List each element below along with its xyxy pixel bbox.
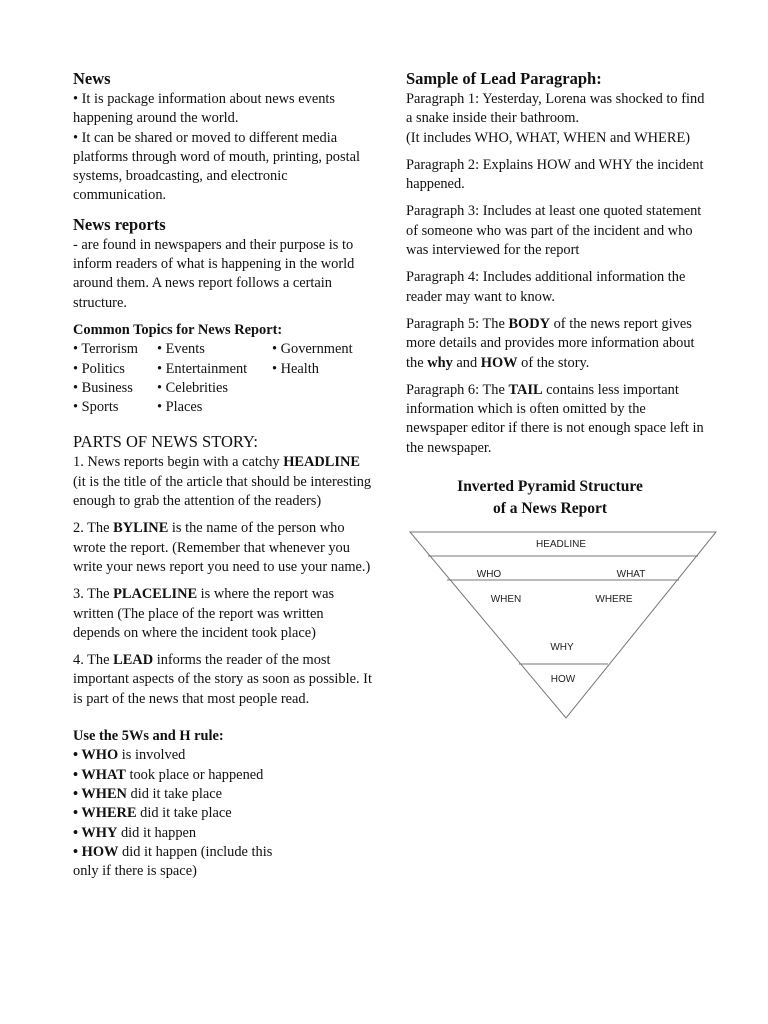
part-lead: 4. The LEAD informs the reader of the most important aspects of the story as soon as possible. It is part of the news that most people read. bbox=[73, 652, 372, 707]
sample-paragraph-1: Paragraph 1: Yesterday, Lorena was shocked to find a snake inside their bathroom. bbox=[406, 91, 705, 127]
rule-item-how: • HOW did it happen (include this only if there is space) bbox=[73, 843, 273, 880]
topics-grid bbox=[73, 340, 373, 417]
sample-paragraph-5: Paragraph 5: The BODY of the news report gives more details and provides more information about the why and HOW of the story. bbox=[406, 315, 695, 371]
rule-item-where: • WHERE did it take place bbox=[73, 805, 232, 822]
sample-paragraph-6: Paragraph 6: The TAIL contains less important information which is often omitted by the newspaper editor if there is not enough space left in the newspaper. bbox=[406, 381, 704, 456]
news-reports-text: - are found in newspapers and their purpose is to inform readers of what is happening in the world around them. A news report follows a certain structure. bbox=[73, 236, 355, 311]
topic-item: • Government bbox=[272, 341, 353, 358]
topic-item: • Health bbox=[272, 360, 319, 377]
left-column bbox=[73, 68, 373, 881]
topic-item: • Celebrities bbox=[157, 379, 228, 396]
pyramid-what-label: WHAT bbox=[616, 569, 646, 581]
sample-paragraph-2: Paragraph 2: Explains HOW and WHY the incident happened. bbox=[406, 156, 704, 193]
topic-item: • Events bbox=[157, 341, 205, 358]
rule-item-who: • WHO is involved bbox=[73, 747, 186, 764]
rule-item-when: • WHEN did it take place bbox=[73, 785, 223, 802]
parts-heading: PARTS OF NEWS STORY: bbox=[73, 432, 259, 452]
pyramid-where-label: WHERE bbox=[595, 594, 633, 606]
inverted-pyramid-diagram bbox=[408, 530, 718, 722]
news-bullet-1: • It is package information about news events happening around the world. bbox=[73, 91, 335, 127]
news-heading: News bbox=[73, 69, 111, 88]
topic-item: • Business bbox=[73, 379, 133, 396]
topics-heading: Common Topics for News Report: bbox=[73, 321, 283, 338]
topic-item: • Places bbox=[157, 399, 203, 416]
pyramid-how-label: HOW bbox=[550, 674, 576, 686]
topic-item: • Politics bbox=[73, 360, 125, 377]
topic-item: • Terrorism bbox=[73, 341, 138, 358]
pyramid-when-label: WHEN bbox=[490, 594, 522, 606]
sample-heading: Sample of Lead Paragraph: bbox=[406, 69, 602, 88]
part-headline: 1. News reports begin with a catchy HEADLINE (it is the title of the article that should be interesting enough to grab the attention of the readers) bbox=[73, 454, 372, 510]
rule-item-why: • WHY did it happen bbox=[73, 824, 197, 841]
part-placeline: 3. The PLACELINE is where the report was written (The place of the report was written depends on where the incident took place) bbox=[73, 586, 335, 641]
rule-heading: Use the 5Ws and H rule: bbox=[73, 728, 224, 745]
pyramid-title: Inverted Pyramid Structure of a News Report bbox=[457, 478, 643, 518]
rule-item-what: • WHAT took place or happened bbox=[73, 766, 264, 783]
pyramid-outline bbox=[410, 532, 716, 718]
sample-paragraph-4: Paragraph 4: Includes additional information the reader may want to know. bbox=[406, 269, 686, 305]
news-reports-heading: News reports bbox=[73, 214, 166, 234]
pyramid-why-label: WHY bbox=[550, 642, 574, 654]
topic-item bbox=[272, 379, 372, 398]
topic-item: • Entertainment bbox=[157, 360, 248, 377]
right-column bbox=[406, 68, 706, 728]
part-byline: 2. The BYLINE is the name of the person who wrote the report. (Remember that whenever you write your news report you need to use your name.) bbox=[73, 520, 371, 575]
sample-paragraph-1-note: (It includes WHO, WHAT, WHEN and WHERE) bbox=[406, 129, 691, 146]
topic-item bbox=[272, 398, 372, 417]
news-bullet-2: • It can be shared or moved to different media platforms through word of mouth, printing, postal systems, broadcasting, and electronic communication. bbox=[73, 129, 360, 204]
topic-item: • Sports bbox=[73, 399, 119, 416]
sample-paragraph-3: Paragraph 3: Includes at least one quoted statement of someone who was part of the incident and who was interviewed for the report bbox=[406, 203, 702, 259]
pyramid-who-label: WHO bbox=[476, 569, 502, 581]
pyramid-headline-label: HEADLINE bbox=[535, 539, 587, 551]
